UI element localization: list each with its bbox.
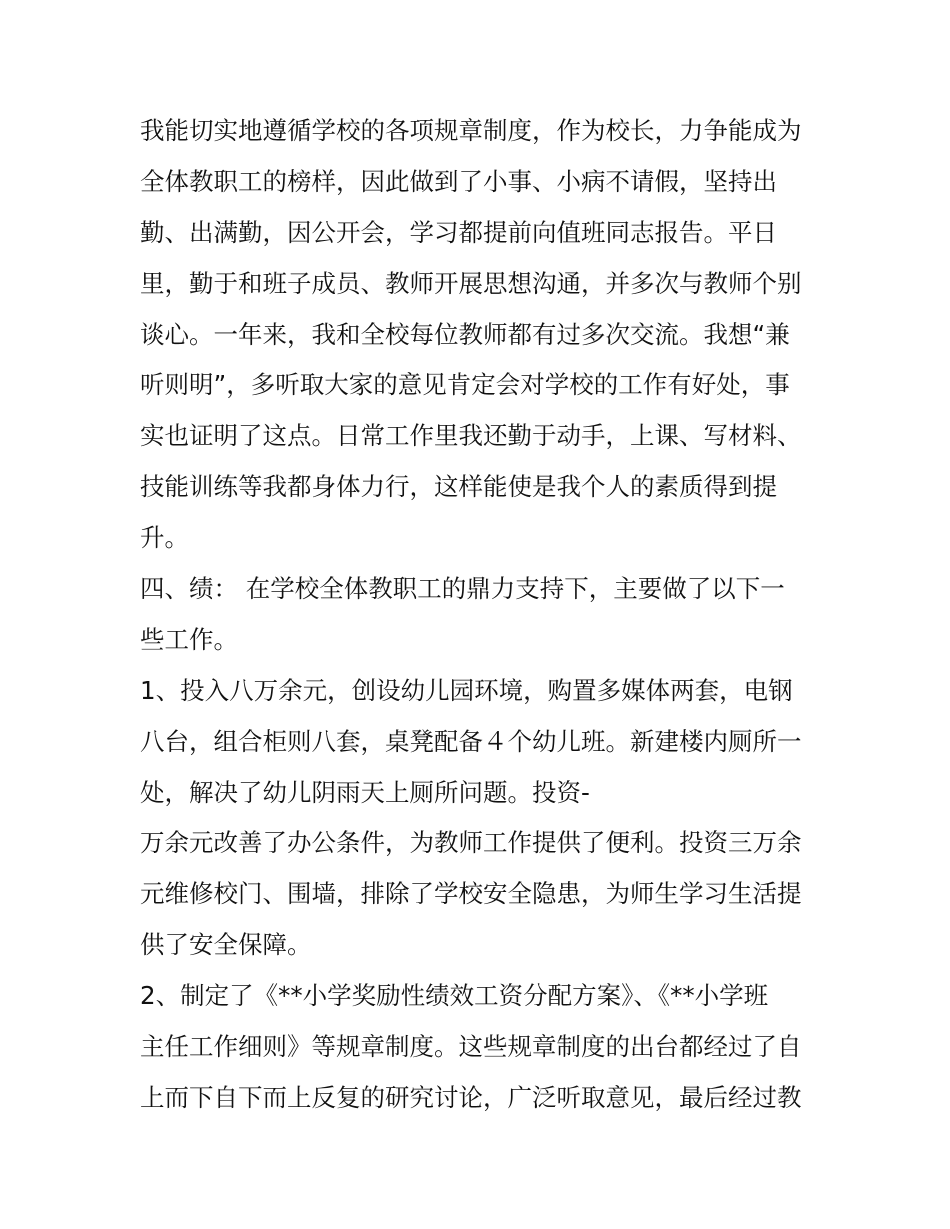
list-item-2-line: 2、制定了《**小学奖励性绩效工资分配方案》、《**小学班	[140, 981, 769, 1011]
body-text	[140, 106, 820, 1124]
text-line: 升。	[140, 523, 189, 553]
text-line: 听则明”，多听取大家的意见肯定会对学校的工作有好处，事	[140, 370, 790, 400]
text-line: 上而下自下而上反复的研究讨论，广泛听取意见，最后经过教	[140, 1082, 802, 1112]
text-line: 里，勤于和班子成员、教师开展思想沟通，并多次与教师个别	[140, 268, 802, 298]
text-line: 处，解决了幼儿阴雨天上厕所问题。投资-	[140, 777, 590, 807]
text-line: 元维修校门、围墙，排除了学校安全隐患，为师生学习生活提	[140, 879, 802, 909]
text-line: 谈心。一年来，我和全校每位教师都有过多次交流。我想“兼	[140, 319, 790, 349]
text-line: 八台，组合柜则八套，桌凳配备４个幼儿班。新建楼内厕所一	[140, 726, 802, 756]
text-line: 我能切实地遵循学校的各项规章制度，作为校长，力争能成为	[140, 116, 802, 145]
text-line: 供了安全保障。	[140, 930, 312, 960]
text-line: 主任工作细则》等规章制度。这些规章制度的出台都经过了自	[140, 1032, 802, 1062]
list-item-1-line: 1、投入八万余元，创设幼儿园环境，购置多媒体两套，电钢	[140, 675, 793, 705]
text-line: 技能训练等我都身体力行，这样能使是我个人的素质得到提	[140, 472, 777, 502]
text-line: 万余元改善了办公条件，为教师工作提供了便利。投资三万余	[140, 828, 802, 858]
text-line: 些工作。	[140, 624, 238, 654]
section-heading-line: 四、绩： 在学校全体教职工的鼎力支持下，主要做了以下一	[140, 574, 785, 604]
text-line: 勤、出满勤，因公开会，学习都提前向值班同志报告。平日	[140, 217, 777, 247]
text-line: 全体教职工的榜样，因此做到了小事、小病不请假，坚持出	[140, 166, 777, 196]
text-line: 实也证明了这点。日常工作里我还勤于动手，上课、写材料、	[140, 421, 802, 451]
